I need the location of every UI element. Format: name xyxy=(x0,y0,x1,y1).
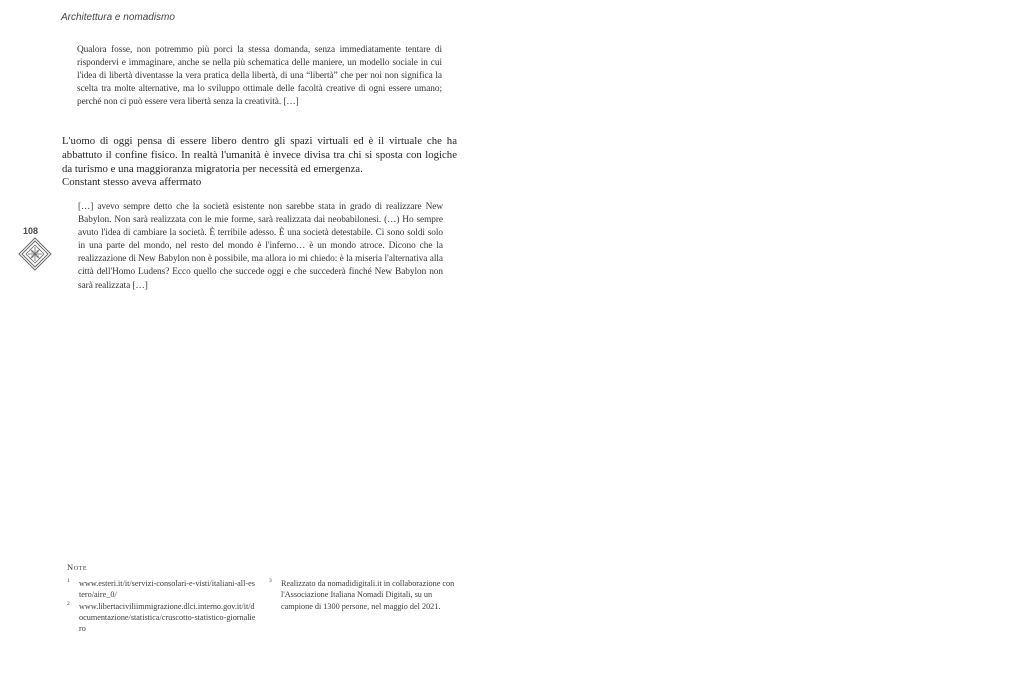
running-header: Architettura e nomadismo xyxy=(61,12,175,23)
notes-column-left xyxy=(67,578,257,634)
quote-lead-in: Constant stesso aveva affermato xyxy=(62,176,202,188)
page-number: 108 xyxy=(23,226,39,236)
note-text: Realizzato da nomadidigitali.it in collaborazione con l'Associazione Italiana Nomadi Digitali, su un campione di 1300 persone, nel maggio del 2021. xyxy=(281,579,455,611)
note-number: 1 xyxy=(67,578,70,584)
note-text: www.libertaciviliimmigrazione.dlci.interno.gov.it/it/documentazione/statistica/cruscotto-statistico-giornaliero xyxy=(79,601,256,634)
note-3 xyxy=(269,578,461,612)
diamond-emblem-icon xyxy=(18,237,52,271)
notes-heading: Note xyxy=(67,562,88,572)
block-quote-2: […] avevo sempre detto che la società esistente non sarebbe stata in grado di realizzare New Babylon. Non sarà realizzata con le mie forme, sarà realizzata dai neobabilonesi. (…) Ho sempre avuto l'idea di cambiare la società. È terribile adesso. È una società detestabile. Ci sono soldi solo in una parte del mondo, nel resto del mondo è l'inferno… è un mondo atroce. Dicono che la realizzazione di New Babylon non è possibile, ma allora io mi chiedo: è la miseria l'alternativa alla città dell'Homo Ludens? Ecco quello che succede oggi e che succederà finché New Babylon non sarà realizzata […] xyxy=(78,202,443,291)
note-2 xyxy=(67,601,257,635)
note-number: 3 xyxy=(269,578,272,584)
body-paragraph: L'uomo di oggi pensa di essere libero dentro gli spazi virtuali ed è il virtuale che ha abbattuto il confine fisico. In realtà l'umanità è invece divisa tra chi si sposta con logiche da turismo e una maggioranza migratoria per necessità ed emergenza. xyxy=(62,135,457,176)
note-1 xyxy=(67,578,257,601)
note-text: www.esteri.it/it/servizi-consolari-e-visti/italiani-all-estero/aire_0/ xyxy=(79,579,255,600)
note-number: 2 xyxy=(67,600,70,607)
notes-column-right xyxy=(269,578,461,612)
block-quote-1: Qualora fosse, non potremmo più porci la stessa domanda, senza immediatamente tentare di rispondervi e immaginare, anche se nella più schematica delle maniere, un modello sociale in cui l'idea di libertà diventasse la vera pratica della libertà, di una “libertà” che per noi non significa la scelta tra molte alternative, ma lo sviluppo ottimale delle facoltà creative di ogni essere umano; perché non ci può essere vera libertà senza la creatività. […] xyxy=(77,45,442,108)
